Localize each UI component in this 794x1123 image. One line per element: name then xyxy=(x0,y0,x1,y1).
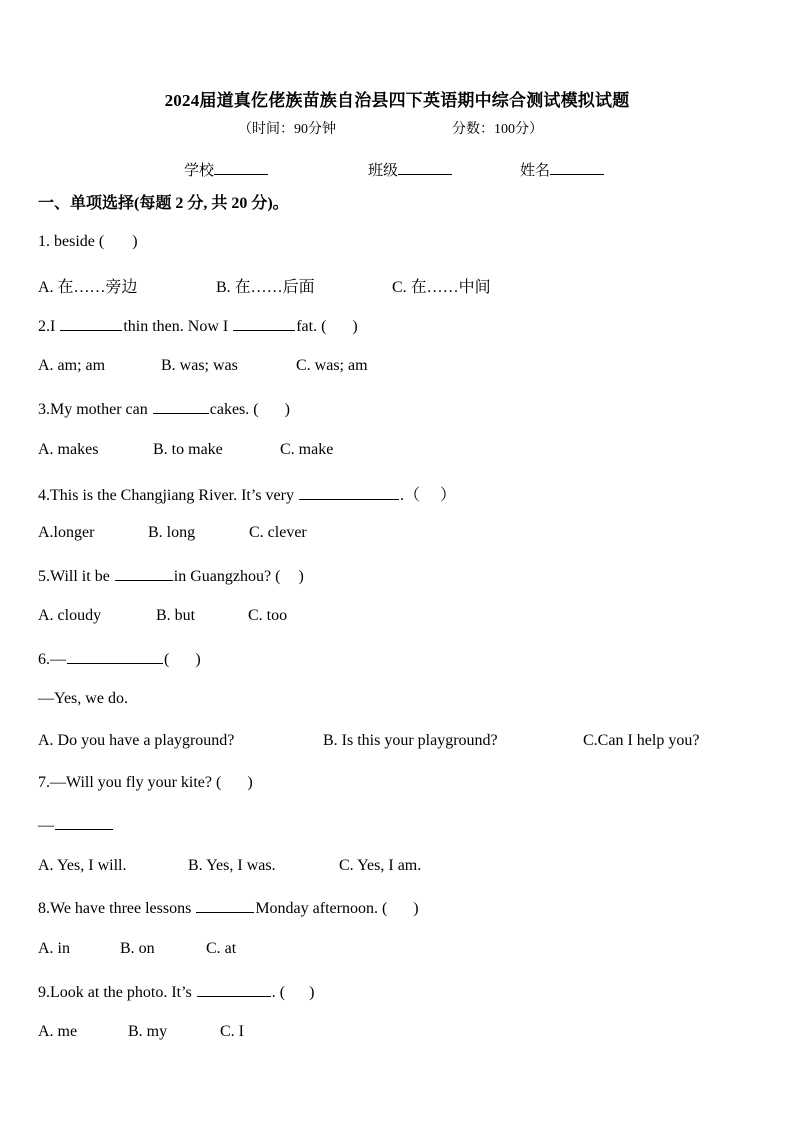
question-6-option-a[interactable]: A. Do you have a playground? xyxy=(38,732,235,749)
exam-title: 2024届道真仡佬族苗族自治县四下英语期中综合测试模拟试题 xyxy=(164,91,630,110)
name-blank[interactable] xyxy=(550,160,604,175)
exam-time: （时间：90分钟 xyxy=(238,122,336,137)
question-4-stem: 4.This is the Changjiang River. It’s very .（ ） xyxy=(38,487,456,504)
fill-blank[interactable] xyxy=(299,485,399,500)
question-1-stem: 1. beside ( ) xyxy=(38,233,138,250)
question-6-reply: —Yes, we do. xyxy=(38,690,128,707)
question-2-stem: 2.I thin then. Now I fat. ( ) xyxy=(38,318,358,335)
fill-blank[interactable] xyxy=(197,982,271,997)
class-field xyxy=(368,159,452,180)
question-8-option-b[interactable]: B. on xyxy=(120,940,155,957)
question-1-option-a[interactable]: A. 在……旁边 xyxy=(38,279,138,296)
fill-blank[interactable] xyxy=(196,898,254,913)
question-8-option-a[interactable]: A. in xyxy=(38,940,70,957)
question-9-option-b[interactable]: B. my xyxy=(128,1023,168,1040)
question-4-option-a[interactable]: A.longer xyxy=(38,524,95,541)
question-6-option-c[interactable]: C.Can I help you? xyxy=(583,732,700,749)
class-label: 班级 xyxy=(368,163,399,179)
question-7-option-a[interactable]: A. Yes, I will. xyxy=(38,857,127,874)
fill-blank[interactable] xyxy=(233,316,295,331)
question-9-option-a[interactable]: A. me xyxy=(38,1023,78,1040)
question-9-stem: 9.Look at the photo. It’s . ( ) xyxy=(38,984,315,1001)
question-1-option-c[interactable]: C. 在……中间 xyxy=(392,279,491,296)
question-3-option-a[interactable]: A. makes xyxy=(38,441,99,458)
question-5-option-b[interactable]: B. but xyxy=(156,607,196,624)
question-7-option-c[interactable]: C. Yes, I am. xyxy=(339,857,422,874)
exam-score: 分数：100分） xyxy=(452,122,543,137)
school-label: 学校 xyxy=(184,163,215,179)
question-3-option-c[interactable]: C. make xyxy=(280,441,334,458)
question-8-option-c[interactable]: C. at xyxy=(206,940,237,957)
question-9-option-c[interactable]: C. I xyxy=(220,1023,244,1040)
school-blank[interactable] xyxy=(214,160,268,175)
class-blank[interactable] xyxy=(398,160,452,175)
fill-blank[interactable] xyxy=(60,316,122,331)
fill-blank[interactable] xyxy=(115,566,173,581)
section-title: 一、单项选择(每题 2 分, 共 20 分)。 xyxy=(38,195,289,212)
question-7-reply: — xyxy=(38,815,114,835)
fill-blank[interactable] xyxy=(153,399,209,414)
question-7-option-b[interactable]: B. Yes, I was. xyxy=(188,857,276,874)
question-6-option-b[interactable]: B. Is this your playground? xyxy=(323,732,498,749)
question-7-stem: 7.—Will you fly your kite? ( ) xyxy=(38,774,253,791)
question-3-option-b[interactable]: B. to make xyxy=(153,441,223,458)
name-field xyxy=(520,159,604,180)
question-3-stem: 3.My mother can cakes. ( ) xyxy=(38,401,290,418)
question-4-option-b[interactable]: B. long xyxy=(148,524,196,541)
fill-blank[interactable] xyxy=(67,649,163,664)
question-2-option-c[interactable]: C. was; am xyxy=(296,357,368,374)
question-8-stem: 8.We have three lessons Monday afternoon. ( ) xyxy=(38,900,419,917)
question-2-option-b[interactable]: B. was; was xyxy=(161,357,238,374)
question-5-option-c[interactable]: C. too xyxy=(248,607,288,624)
fill-blank[interactable] xyxy=(55,815,113,830)
question-1-option-b[interactable]: B. 在……后面 xyxy=(216,279,315,296)
question-5-stem: 5.Will it be in Guangzhou? ( ) xyxy=(38,568,304,585)
question-2-option-a[interactable]: A. am; am xyxy=(38,357,106,374)
question-5-option-a[interactable]: A. cloudy xyxy=(38,607,102,624)
school-field xyxy=(184,159,268,180)
question-4-option-c[interactable]: C. clever xyxy=(249,524,307,541)
name-label: 姓名 xyxy=(520,163,551,179)
question-6-stem: 6.— ( ) xyxy=(38,651,201,668)
